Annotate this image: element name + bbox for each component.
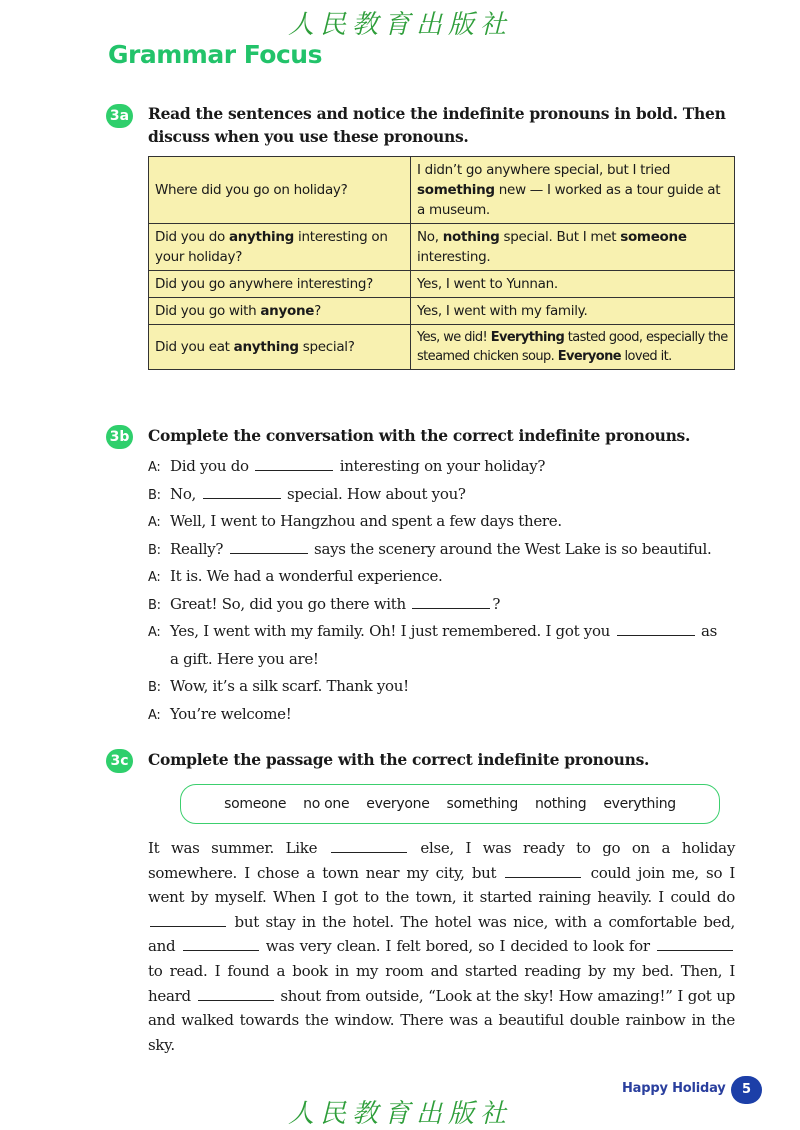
speaker-label: A: [148, 625, 161, 640]
answer-cell [411, 298, 735, 325]
answer-cell [411, 157, 735, 224]
passage [148, 836, 735, 1057]
speaker-label: A: [148, 460, 161, 475]
cell-text: Yes, we did! [417, 330, 491, 345]
passage-text: was very clean. I felt bored, so I decided to look for [260, 937, 655, 956]
publisher-watermark-bottom: 人民教育出版社 [287, 1099, 512, 1129]
answer-blank [203, 484, 281, 499]
bold-pronoun: nothing [442, 229, 500, 245]
dialogue-text: ? [492, 594, 501, 613]
question-cell [149, 271, 411, 298]
cell-text: ? [314, 303, 321, 319]
speaker-label: B: [148, 542, 161, 558]
answer-blank [150, 912, 226, 927]
speaker-label: A: [148, 707, 161, 723]
cell-text: new — I worked as a tour guide at a museum. [417, 182, 721, 218]
conversation [148, 453, 748, 728]
answer-cell [411, 325, 735, 370]
word-bank-item: something [446, 796, 518, 812]
dialogue-line [148, 618, 748, 646]
answer-blank [617, 621, 695, 636]
passage-text: to read. I found a book in my room and started reading by my bed. Then, I heard [148, 961, 735, 1005]
passage-text: shout from outside, “Look at the sky! How amazing!” I got up and walked towards the window. There was a beautiful double rainbow in the sky. [148, 986, 735, 1054]
dialogue-text: special. How about you? [282, 484, 466, 503]
exercise-badge-3c: 3c [106, 749, 133, 773]
question-cell [149, 298, 411, 325]
exercise-badge-3b: 3b [106, 425, 133, 449]
table-row [149, 224, 735, 271]
dialogue-text: Did you do [170, 457, 254, 475]
passage-text: else, I was ready to go on a holiday somewhere. I chose a town near my city, but [148, 839, 735, 882]
answer-blank [230, 539, 308, 554]
dialogue-text: It is. We had a wonderful experience. [170, 567, 443, 585]
dialogue-text: Wow, it’s a silk scarf. Thank you! [170, 677, 409, 695]
cell-text: Yes, I went to Yunnan. [417, 276, 558, 292]
speaker-label: B: [148, 487, 161, 503]
speaker-label: B: [148, 597, 161, 613]
answer-blank [657, 936, 733, 951]
cell-text: Did you eat [155, 339, 234, 355]
bold-pronoun: anything [233, 339, 299, 355]
cell-text: special? [298, 339, 355, 355]
table-row [149, 157, 735, 224]
speaker-label: A: [148, 515, 161, 530]
speaker-label: B: [148, 680, 161, 695]
word-bank [180, 784, 720, 824]
word-bank-item: nothing [534, 796, 587, 812]
answer-cell [411, 271, 735, 298]
cell-text: interesting on your holiday? [155, 229, 388, 265]
passage-text: but stay in the hotel. The hotel was nice, with a comfortable bed, and [148, 912, 735, 956]
word-bank-item: everyone [366, 796, 430, 812]
cell-text: Yes, I went with my family. [417, 303, 588, 319]
cell-text: tasted good, especially the steamed chicken soup. [417, 330, 728, 364]
dialogue-line [148, 591, 748, 619]
answer-blank [331, 838, 407, 853]
section-title: Grammar Focus [108, 40, 322, 69]
cell-text: Did you do [155, 229, 229, 245]
dialogue-text: as [696, 622, 718, 640]
dialogue-text: says the scenery around the West Lake is so beautiful. [309, 539, 712, 558]
table-row [149, 298, 735, 325]
cell-text: interesting. [417, 249, 491, 265]
bold-pronoun: someone [620, 229, 687, 245]
dialogue-text: Really? [170, 539, 228, 558]
dialogue-text: Yes, I went with my family. Oh! I just remembered. I got you [170, 622, 615, 640]
dialogue-text: You’re welcome! [170, 704, 292, 723]
answer-cell [411, 224, 735, 271]
word-bank-item: everything [603, 796, 676, 812]
answer-blank [505, 863, 581, 878]
bold-pronoun: something [417, 182, 495, 198]
dialogue-line [148, 701, 748, 729]
unit-title: Happy Holiday [622, 1081, 726, 1096]
exercise-badge-3a: 3a [106, 104, 133, 128]
dialogue-line [148, 563, 748, 591]
dialogue-text: Well, I went to Hangzhou and spent a few days there. [170, 512, 562, 530]
passage-text: It was summer. Like [148, 839, 329, 857]
dialogue-text: interesting on your holiday? [335, 457, 546, 475]
question-cell [149, 157, 411, 224]
bold-pronoun: Everything [490, 330, 565, 345]
bold-pronoun: anyone [260, 303, 315, 319]
cell-text: Did you go anywhere interesting? [155, 276, 374, 292]
dialogue-line [148, 646, 748, 674]
exercise-3b-instruction: Complete the conversation with the correct indefinite pronouns. [148, 426, 691, 445]
cell-text: special. But I met [499, 229, 621, 245]
answer-blank [198, 986, 274, 1001]
dialogue-text: Great! So, did you go there with [170, 594, 411, 613]
dialogue-line [148, 536, 748, 564]
passage-text: could join me, so I went by myself. When I got to the town, it started raining heavily. I could do [148, 863, 735, 907]
dialogue-line [148, 481, 748, 509]
dialogue-line [148, 453, 748, 481]
answer-blank [183, 936, 259, 951]
cell-text: Did you go with [155, 303, 261, 319]
page-number: 5 [731, 1076, 762, 1104]
question-cell [149, 224, 411, 271]
question-cell [149, 325, 411, 370]
cell-text: No, [417, 229, 443, 245]
grammar-table [148, 156, 735, 370]
speaker-label: A: [148, 570, 161, 585]
dialogue-text: a gift. Here you are! [170, 649, 319, 668]
dialogue-line [148, 673, 748, 701]
cell-text: loved it. [621, 349, 672, 364]
bold-pronoun: anything [228, 229, 295, 245]
exercise-3a-instruction: Read the sentences and notice the indefinite pronouns in bold. Then discuss when you use these pronouns. [148, 104, 726, 146]
word-bank-item: no one [303, 796, 350, 812]
publisher-watermark-top: 人民教育出版社 [287, 10, 512, 40]
table-row [149, 271, 735, 298]
dialogue-text: No, [170, 484, 201, 503]
cell-text: I didn’t go anywhere special, but I tried [417, 162, 671, 178]
bold-pronoun: Everyone [557, 349, 622, 364]
exercise-3c-instruction: Complete the passage with the correct indefinite pronouns. [148, 750, 650, 769]
table-row [149, 325, 735, 370]
cell-text: Where did you go on holiday? [155, 182, 348, 198]
answer-blank [255, 456, 333, 471]
word-bank-item: someone [224, 796, 287, 812]
dialogue-line [148, 508, 748, 536]
answer-blank [412, 594, 490, 609]
